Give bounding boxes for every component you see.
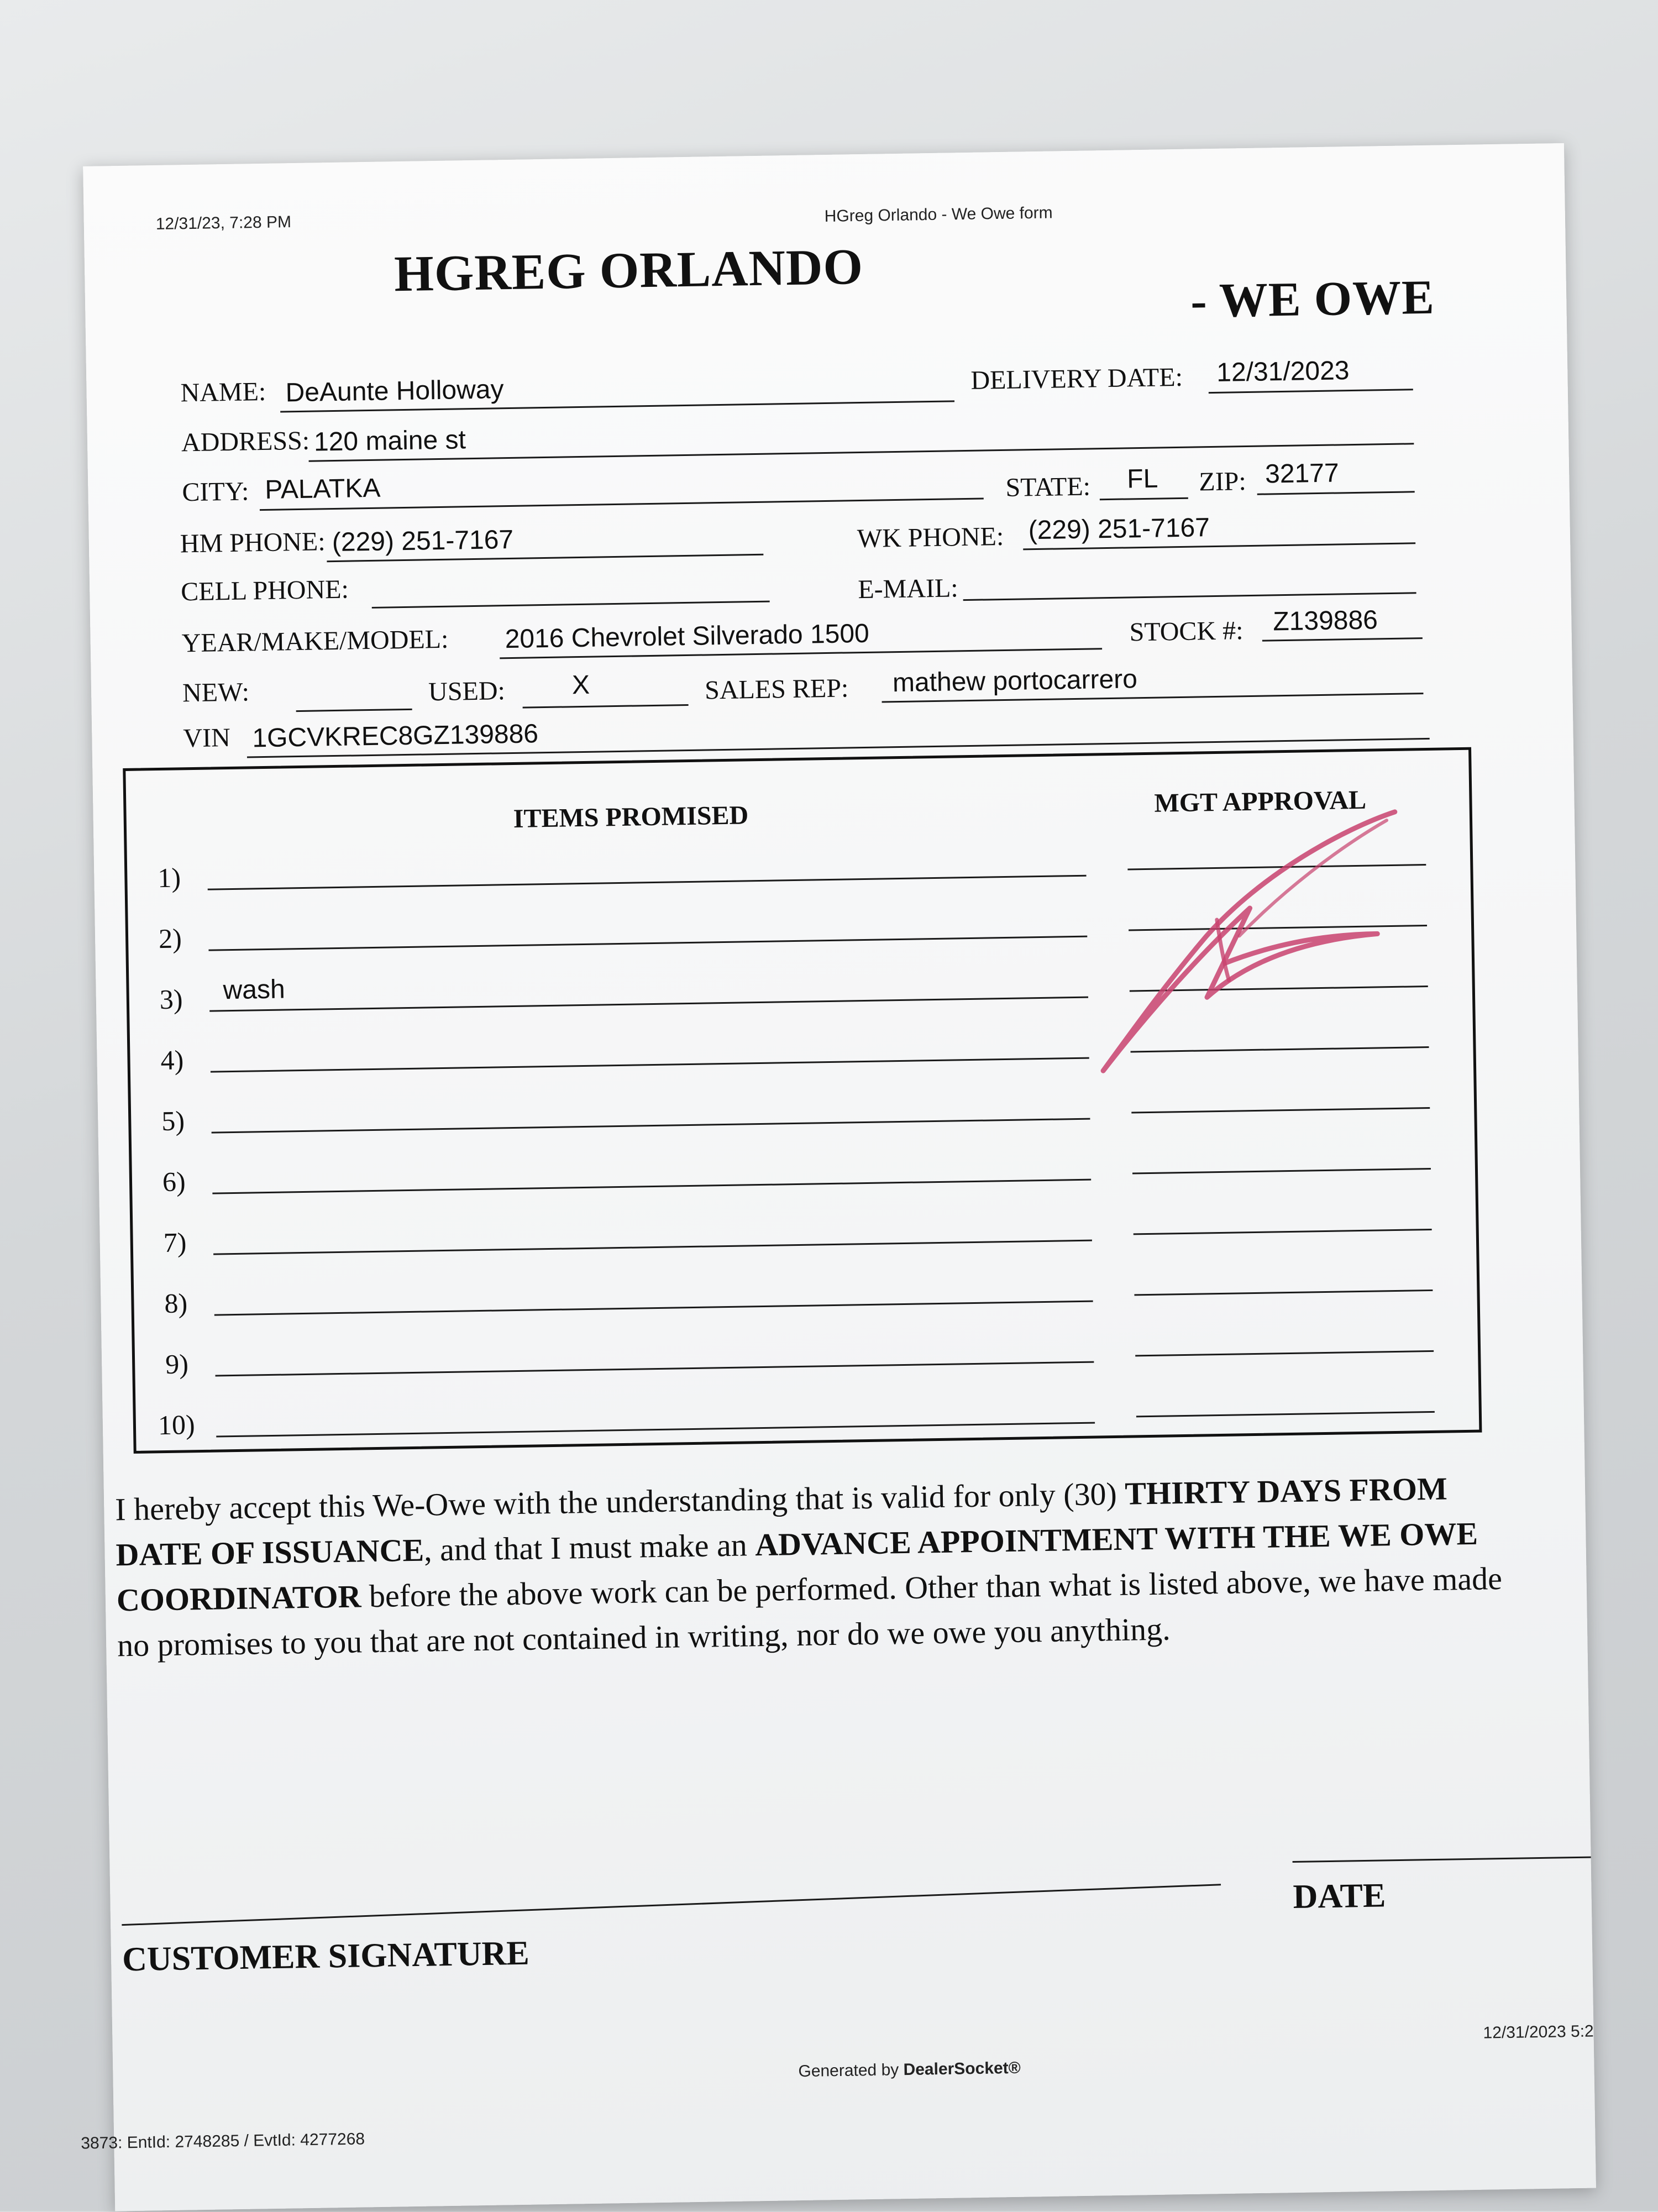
zip-value: 32177 xyxy=(1265,458,1340,489)
footer-ids: 3873: EntId: 2748285 / EvtId: 4277268 xyxy=(81,2130,365,2153)
terms-bold-appointment: ADVANCE APPOINTMENT WITH THE WE OWE COORDINATOR xyxy=(116,1515,1478,1618)
item-line xyxy=(216,1422,1095,1438)
we-owe-form-sheet xyxy=(83,143,1596,2211)
zip-label: ZIP: xyxy=(1198,466,1247,497)
email-line xyxy=(963,592,1416,601)
item-number: 8) xyxy=(164,1287,188,1319)
delivery-date-label: DELIVERY DATE: xyxy=(970,362,1183,395)
cell-phone-line xyxy=(372,601,770,609)
approval-line xyxy=(1131,1107,1430,1113)
terms-text: , and that I must make an xyxy=(423,1527,755,1568)
year-make-model: 2016 Chevrolet Silverado 1500 xyxy=(505,618,870,654)
state-value: FL xyxy=(1126,464,1158,494)
home-phone: (229) 251-7167 xyxy=(332,525,514,558)
items-promised-header: ITEMS PROMISED xyxy=(513,800,749,834)
city-value: PALATKA xyxy=(264,473,381,505)
stock-line xyxy=(1262,637,1423,642)
approval-line xyxy=(1132,1168,1431,1174)
terms-paragraph xyxy=(115,1465,1533,1668)
zip-line xyxy=(1257,491,1415,495)
work-phone-label: WK PHONE: xyxy=(857,521,1004,554)
approval-line xyxy=(1134,1229,1432,1235)
item-line xyxy=(211,1057,1089,1073)
customer-signature-line xyxy=(122,1884,1221,1926)
sales-rep-label: SALES REP: xyxy=(704,673,849,705)
new-line xyxy=(296,709,412,712)
item-line xyxy=(208,936,1087,951)
used-value: X xyxy=(571,670,590,700)
stock-label: STOCK #: xyxy=(1129,616,1244,647)
item-line xyxy=(212,1179,1091,1194)
date-signature-label: DATE xyxy=(1293,1876,1386,1916)
address-value: 120 maine st xyxy=(313,425,466,457)
items-promised-box xyxy=(123,747,1482,1454)
terms-text: I hereby accept this We-Owe with the understanding that is valid for only (30) xyxy=(114,1475,1125,1528)
print-timestamp: 12/31/23, 7:28 PM xyxy=(155,213,292,233)
item-number: 6) xyxy=(162,1166,186,1198)
customer-signature-label: CUSTOMER SIGNATURE xyxy=(122,1934,530,1979)
print-form-title: HGreg Orlando - We Owe form xyxy=(824,203,1053,226)
item-line xyxy=(216,1361,1094,1377)
sales-rep: mathew portocarrero xyxy=(892,664,1138,698)
item-number: 10) xyxy=(158,1409,196,1441)
address-label: ADDRESS: xyxy=(181,426,310,458)
vin-value: 1GCVKREC8GZ139886 xyxy=(252,719,539,753)
state-line xyxy=(1100,497,1188,501)
dealersocket-brand: DealerSocket® xyxy=(903,2058,1021,2079)
item-line xyxy=(213,1240,1092,1255)
item-text: wash xyxy=(223,974,286,1005)
city-label: CITY: xyxy=(182,476,249,507)
terms-text: before the above work can be performed. Other than what is listed above, we have made no promises to you that are not contained in writing, nor do we owe you anything. xyxy=(117,1560,1503,1664)
we-owe-title: - WE OWE xyxy=(1190,270,1435,328)
address-line xyxy=(309,443,1414,462)
home-phone-label: HM PHONE: xyxy=(180,527,326,559)
item-line xyxy=(208,875,1087,890)
email-label: E-MAIL: xyxy=(857,573,959,605)
stock-number: Z139886 xyxy=(1272,605,1378,637)
item-line xyxy=(209,997,1088,1012)
cell-phone-label: CELL PHONE: xyxy=(180,574,349,607)
year-make-model-label: YEAR/MAKE/MODEL: xyxy=(181,624,449,658)
generated-by-prefix: Generated by xyxy=(798,2061,904,2081)
delivery-date-line xyxy=(1209,389,1413,394)
used-label: USED: xyxy=(428,676,506,707)
company-title: HGREG ORLANDO xyxy=(393,238,864,302)
item-number: 3) xyxy=(159,983,183,1015)
vin-label: VIN xyxy=(183,722,231,753)
state-label: STATE: xyxy=(1005,471,1091,502)
date-signature-line xyxy=(1293,1857,1591,1863)
work-phone: (229) 251-7167 xyxy=(1028,513,1210,546)
name-label: NAME: xyxy=(180,376,266,408)
approval-line xyxy=(1135,1350,1434,1356)
generated-by xyxy=(798,2059,1021,2081)
item-line xyxy=(212,1118,1090,1134)
item-number: 5) xyxy=(161,1105,185,1137)
footer-date: 12/31/2023 5:2 xyxy=(1483,2022,1594,2042)
delivery-date: 12/31/2023 xyxy=(1216,356,1350,387)
manager-signature-scribble xyxy=(1077,795,1413,1088)
terms-bold-thirty-days: THIRTY DAYS FROM DATE OF ISSUANCE xyxy=(116,1470,1448,1573)
item-number: 2) xyxy=(158,922,182,955)
item-number: 1) xyxy=(157,862,181,894)
new-label: NEW: xyxy=(182,677,250,708)
used-line xyxy=(523,704,689,709)
approval-line xyxy=(1136,1411,1435,1417)
customer-name: DeAunte Holloway xyxy=(285,375,504,408)
item-number: 9) xyxy=(165,1348,189,1380)
approval-line xyxy=(1134,1290,1433,1296)
item-number: 4) xyxy=(160,1044,184,1076)
mgt-approval-header: MGT APPROVAL xyxy=(1154,785,1367,818)
item-number: 7) xyxy=(163,1226,187,1258)
item-line xyxy=(214,1301,1093,1316)
